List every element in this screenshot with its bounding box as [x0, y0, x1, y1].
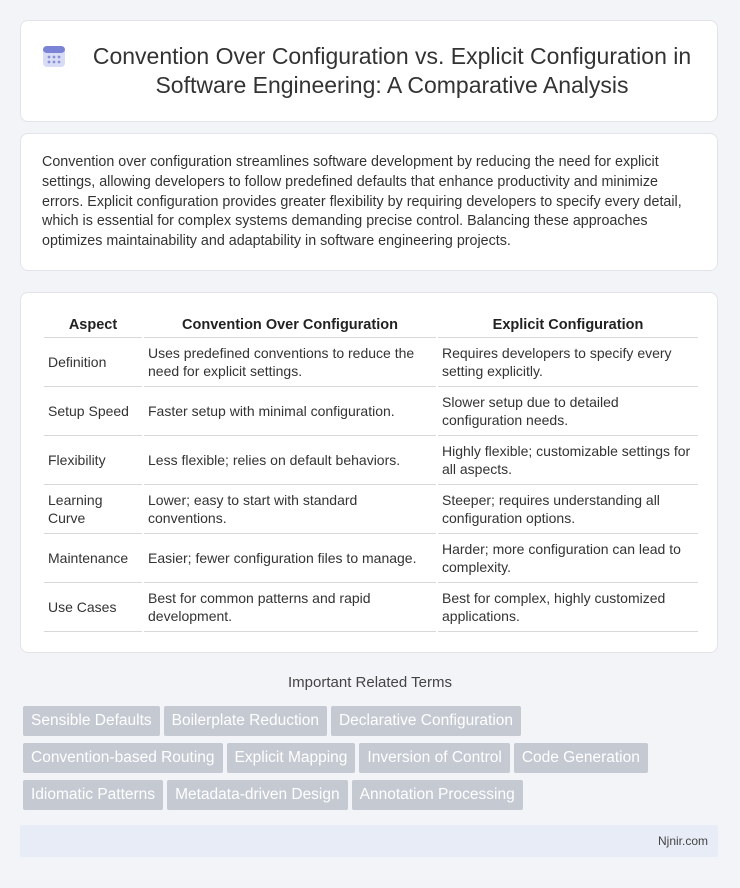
related-term-tag[interactable]: Convention-based Routing — [23, 743, 223, 773]
table-cell: Best for common patterns and rapid development. — [144, 583, 436, 632]
related-term-tag[interactable]: Metadata-driven Design — [167, 780, 348, 810]
related-term-tag[interactable]: Annotation Processing — [352, 780, 523, 810]
table-row — [44, 338, 698, 387]
table-cell: Highly flexible; customizable settings for all aspects. — [438, 436, 698, 485]
related-term-tag[interactable]: Idiomatic Patterns — [23, 780, 163, 810]
table-row — [44, 583, 698, 632]
column-header-explicit: Explicit Configuration — [438, 313, 698, 338]
table-cell: Learning Curve — [44, 485, 142, 534]
table-cell: Flexibility — [44, 436, 142, 485]
footer — [20, 825, 718, 857]
page-title: Convention Over Configuration vs. Explicit Configuration in Software Engineering: A Comparative Analysis — [92, 43, 692, 98]
intro-text: Convention over configuration streamlines software development by reducing the need for explicit settings, allowing developers to follow predefined defaults that enhance productivity and minimize errors. Explicit configuration provides greater flexibility by requiring developers to specify every detail, which is essential for complex systems demanding precise control. Balancing these approaches optimizes maintainability and adaptability in software engineering projects. — [42, 154, 682, 250]
related-term-tag[interactable]: Declarative Configuration — [331, 706, 521, 736]
table-header-row — [44, 313, 698, 338]
table-cell: Best for complex, highly customized applications. — [438, 583, 698, 632]
table-cell: Harder; more configuration can lead to complexity. — [438, 534, 698, 583]
table-cell: Less flexible; relies on default behaviors. — [144, 436, 436, 485]
header-card — [20, 20, 718, 122]
related-term-tag[interactable]: Inversion of Control — [359, 743, 509, 773]
comparison-table — [42, 313, 700, 632]
table-cell: Easier; fewer configuration files to manage. — [144, 534, 436, 583]
related-term-tag[interactable]: Boilerplate Reduction — [164, 706, 327, 736]
column-header-convention: Convention Over Configuration — [144, 313, 436, 338]
table-cell: Uses predefined conventions to reduce the need for explicit settings. — [144, 338, 436, 387]
related-terms-list — [23, 706, 723, 817]
footer-site-link[interactable]: Njnir.com — [657, 834, 708, 848]
table-row — [44, 534, 698, 583]
table-row — [44, 436, 698, 485]
related-term-tag[interactable]: Sensible Defaults — [23, 706, 160, 736]
table-cell: Setup Speed — [44, 387, 142, 436]
table-cell: Use Cases — [44, 583, 142, 632]
column-header-aspect: Aspect — [44, 313, 142, 338]
table-cell: Requires developers to specify every setting explicitly. — [438, 338, 698, 387]
table-cell: Lower; easy to start with standard conventions. — [144, 485, 436, 534]
table-cell: Steeper; requires understanding all configuration options. — [438, 485, 698, 534]
calendar-icon — [41, 43, 67, 69]
related-terms-title: Important Related Terms — [288, 674, 452, 691]
table-cell: Definition — [44, 338, 142, 387]
table-cell: Faster setup with minimal configuration. — [144, 387, 436, 436]
table-cell: Maintenance — [44, 534, 142, 583]
table-row — [44, 387, 698, 436]
table-cell: Slower setup due to detailed configuration needs. — [438, 387, 698, 436]
intro-card — [20, 133, 718, 271]
related-term-tag[interactable]: Code Generation — [514, 743, 648, 773]
table-row — [44, 485, 698, 534]
comparison-table-card — [20, 292, 718, 653]
related-term-tag[interactable]: Explicit Mapping — [227, 743, 356, 773]
